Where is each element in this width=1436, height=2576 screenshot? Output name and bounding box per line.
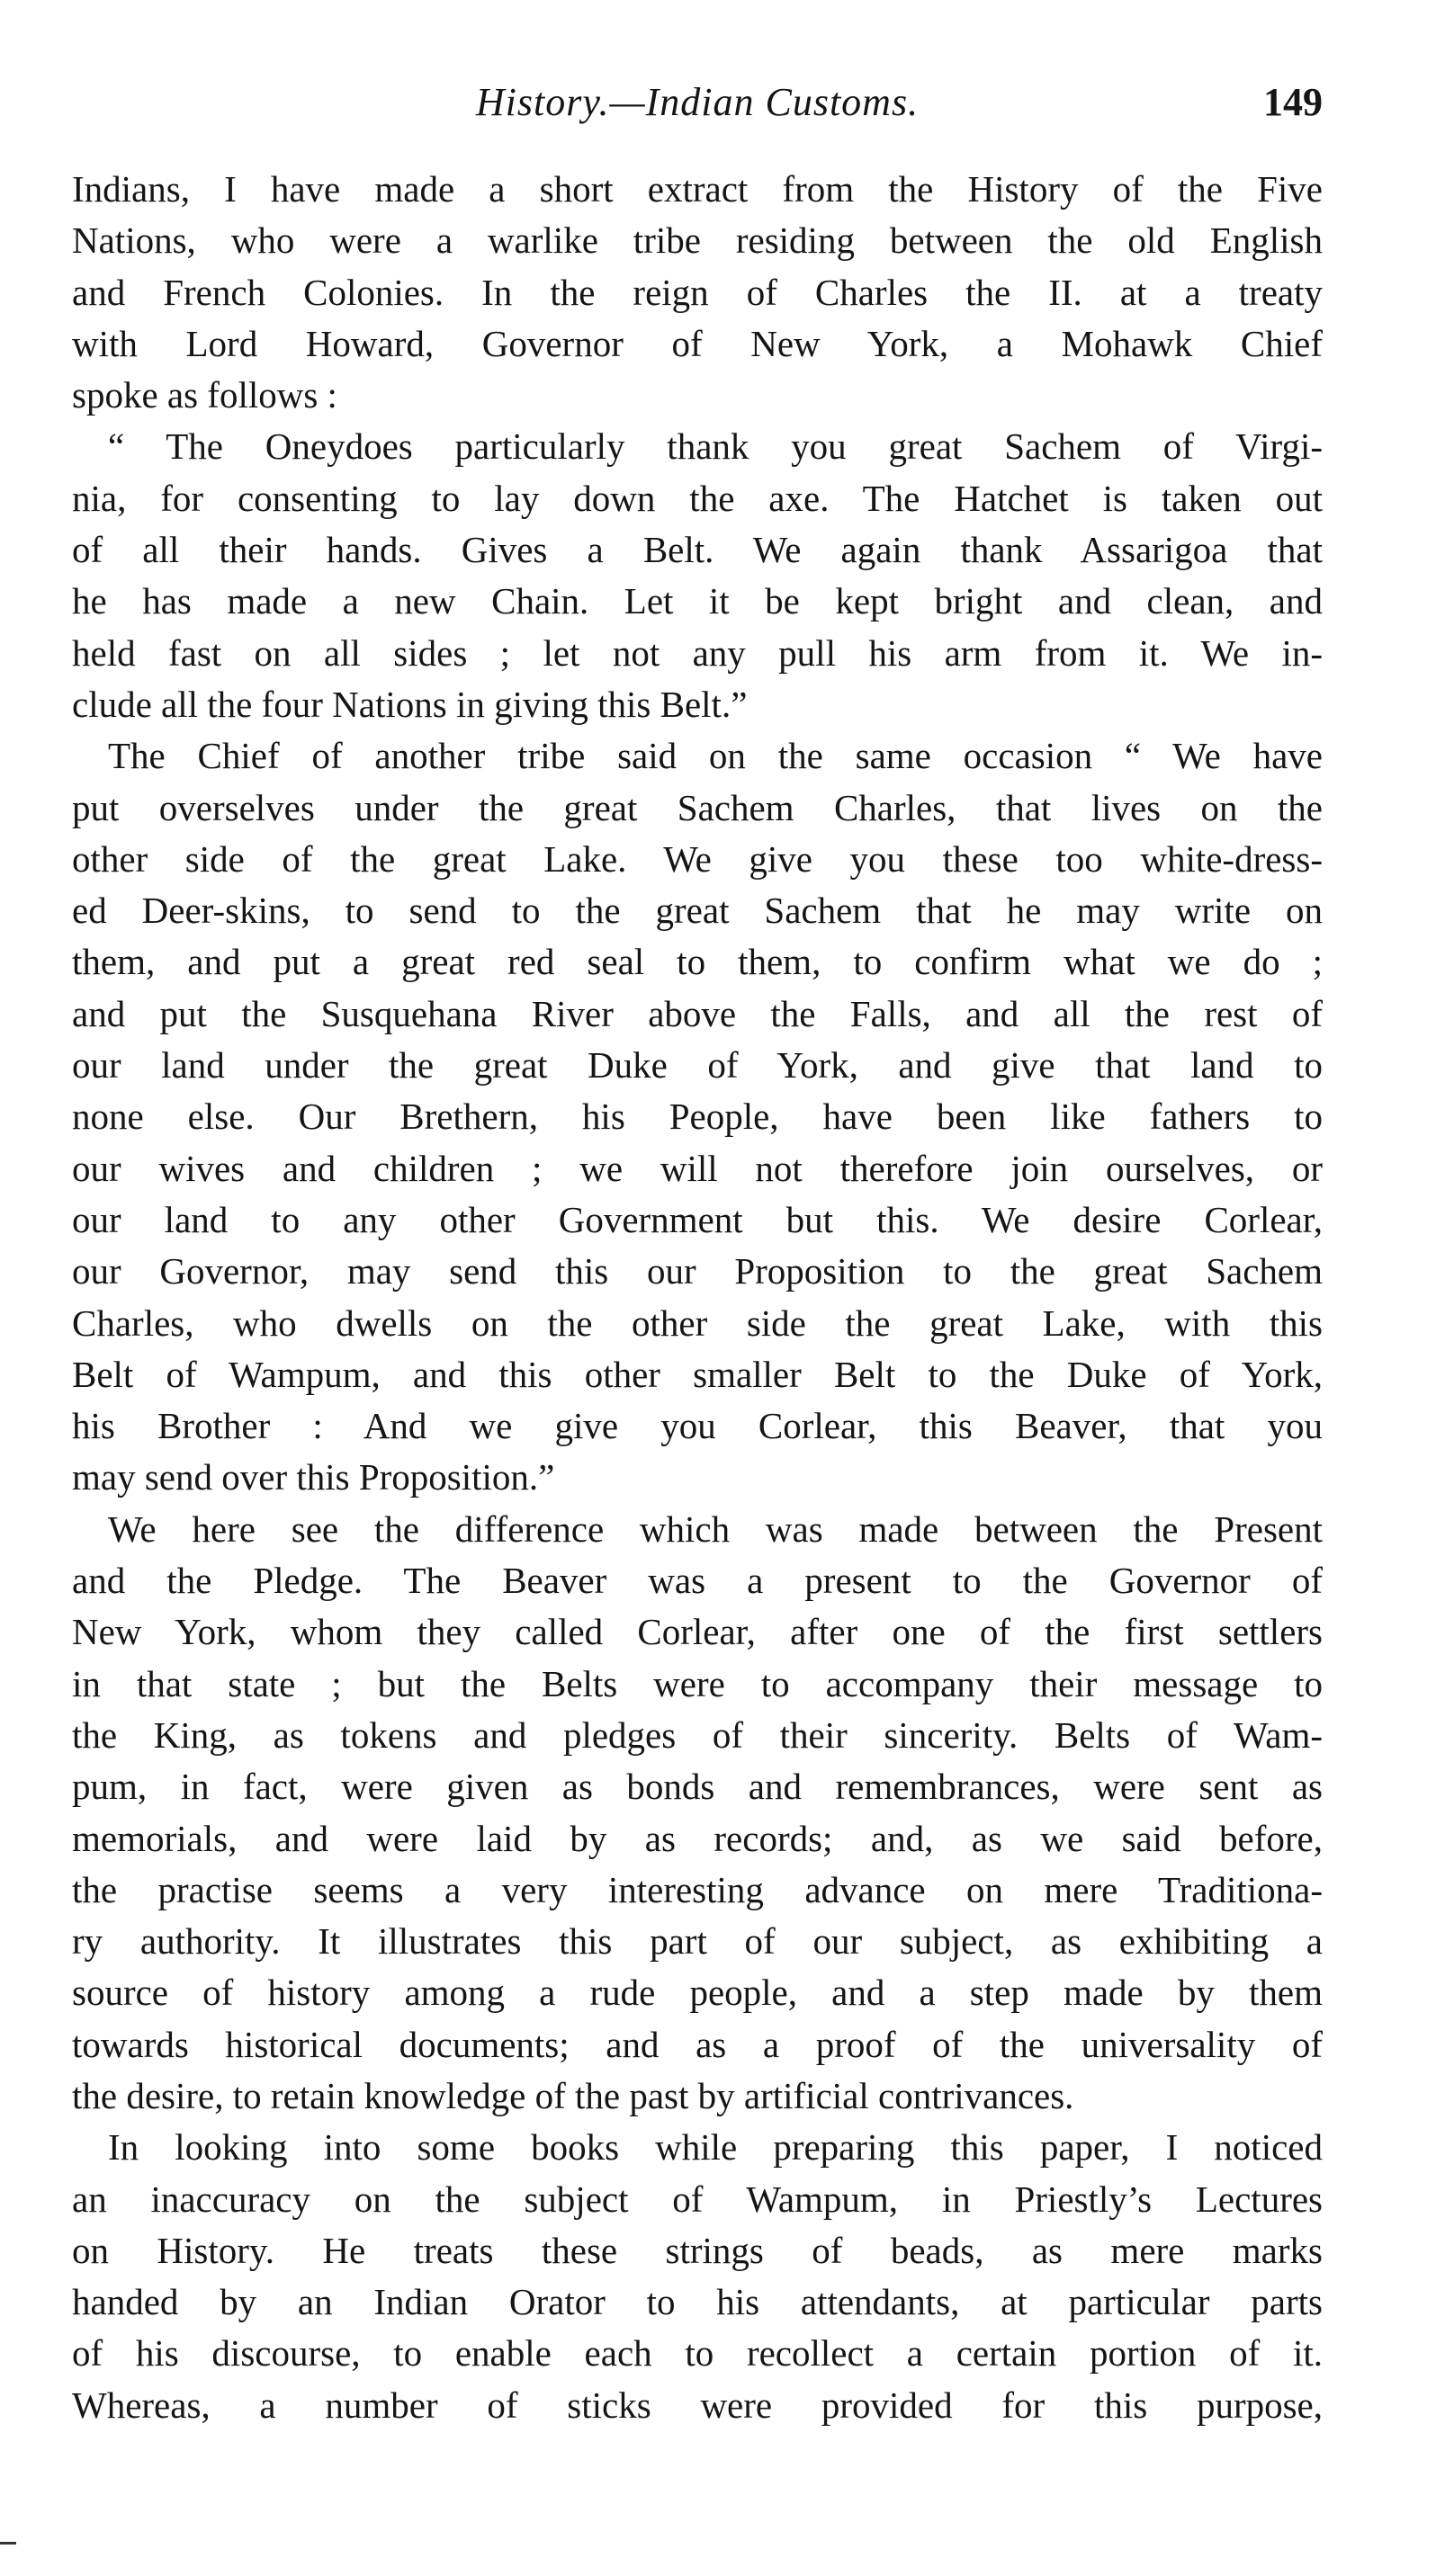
- text-line: he has made a new Chain. Let it be kept bright and clean, and: [72, 580, 1323, 622]
- text-line: Nations, who were a warlike tribe residing between the old English: [72, 219, 1323, 262]
- text-line: on History. He treats these strings of beads, as mere marks: [72, 2229, 1323, 2271]
- text-line: the King, as tokens and pledges of their sincerity. Belts of Wam-: [72, 1713, 1323, 1756]
- text-line: We here see the difference which was made between the Present: [108, 1507, 1323, 1550]
- text-line: towards historical documents; and as a proof of the universality of: [72, 2023, 1323, 2065]
- text-line: with Lord Howard, Governor of New York, a Mohawk Chief: [72, 322, 1323, 364]
- text-line: of his discourse, to enable each to recollect a certain portion of it.: [72, 2332, 1323, 2375]
- text-line: held fast on all sides ; let not any pull his arm from it. We in-: [72, 631, 1323, 674]
- running-head: [72, 79, 1323, 133]
- text-line: spoke as follows :: [72, 374, 337, 416]
- text-line: New York, whom they called Corlear, after one of the first settlers: [72, 1611, 1323, 1653]
- text-line: other side of the great Lake. We give you these too white-dress-: [72, 837, 1323, 880]
- text-line: handed by an Indian Orator to his attendants, at particular parts: [72, 2281, 1323, 2323]
- text-line: our Governor, may send this our Proposition to the great Sachem: [72, 1250, 1323, 1292]
- text-line: ry authority. It illustrates this part of our subject, as exhibiting a: [72, 1920, 1323, 1963]
- text-line: the desire, to retain knowledge of the past by artificial contrivances.: [72, 2074, 1074, 2116]
- text-line: our wives and children ; we will not therefore join ourselves, or: [72, 1147, 1323, 1189]
- text-line: Whereas, a number of sticks were provided for this purpose,: [72, 2384, 1323, 2426]
- text-line: “ The Oneydoes particularly thank you great Sachem of Virgi-: [108, 425, 1323, 468]
- text-line: of all their hands. Gives a Belt. We again thank Assarigoa that: [72, 529, 1323, 571]
- text-line: In looking into some books while preparing this paper, I noticed: [108, 2126, 1323, 2169]
- text-line: our land under the great Duke of York, and give that land to: [72, 1044, 1323, 1087]
- text-line: our land to any other Government but this. We desire Corlear,: [72, 1198, 1323, 1240]
- page-number: 149: [1263, 80, 1323, 124]
- text-line: Charles, who dwells on the other side the great Lake, with this: [72, 1301, 1323, 1344]
- text-line: put overselves under the great Sachem Charles, that lives on the: [72, 786, 1323, 828]
- text-line: source of history among a rude people, and a step made by them: [72, 1972, 1323, 2014]
- scan-edge-mark: [0, 2542, 16, 2545]
- text-line: and put the Susquehana River above the Falls, and all the rest of: [72, 992, 1323, 1034]
- text-line: his Brother : And we give you Corlear, this Beaver, that you: [72, 1405, 1323, 1447]
- body-text: [72, 164, 1323, 2431]
- text-line: Indians, I have made a short extract from the History of the Five: [72, 168, 1323, 210]
- text-line: none else. Our Brethern, his People, have been like fathers to: [72, 1096, 1323, 1138]
- text-line: the practise seems a very interesting advance on mere Traditiona-: [72, 1868, 1323, 1910]
- text-line: them, and put a great red seal to them, to confirm what we do ;: [72, 941, 1323, 983]
- text-line: nia, for consenting to lay down the axe. The Hatchet is taken out: [72, 477, 1323, 519]
- text-line: clude all the four Nations in giving this Belt.”: [72, 683, 748, 725]
- text-line: and French Colonies. In the reign of Charles the II. at a treaty: [72, 271, 1323, 313]
- text-line: The Chief of another tribe said on the same occasion “ We have: [108, 735, 1323, 777]
- text-line: Belt of Wampum, and this other smaller Belt to the Duke of York,: [72, 1353, 1323, 1395]
- text-line: memorials, and were laid by as records; and, as we said before,: [72, 1817, 1323, 1859]
- text-line: ed Deer-skins, to send to the great Sachem that he may write on: [72, 890, 1323, 932]
- running-head-title: History.—Indian Customs.: [475, 80, 920, 124]
- text-line: in that state ; but the Belts were to accompany their message to: [72, 1662, 1323, 1704]
- text-line: may send over this Proposition.”: [72, 1456, 555, 1498]
- text-line: pum, in fact, were given as bonds and remembrances, were sent as: [72, 1766, 1323, 1808]
- text-line: and the Pledge. The Beaver was a present to the Governor of: [72, 1560, 1323, 1602]
- text-line: an inaccuracy on the subject of Wampum, in Priestly’s Lectures: [72, 2178, 1323, 2220]
